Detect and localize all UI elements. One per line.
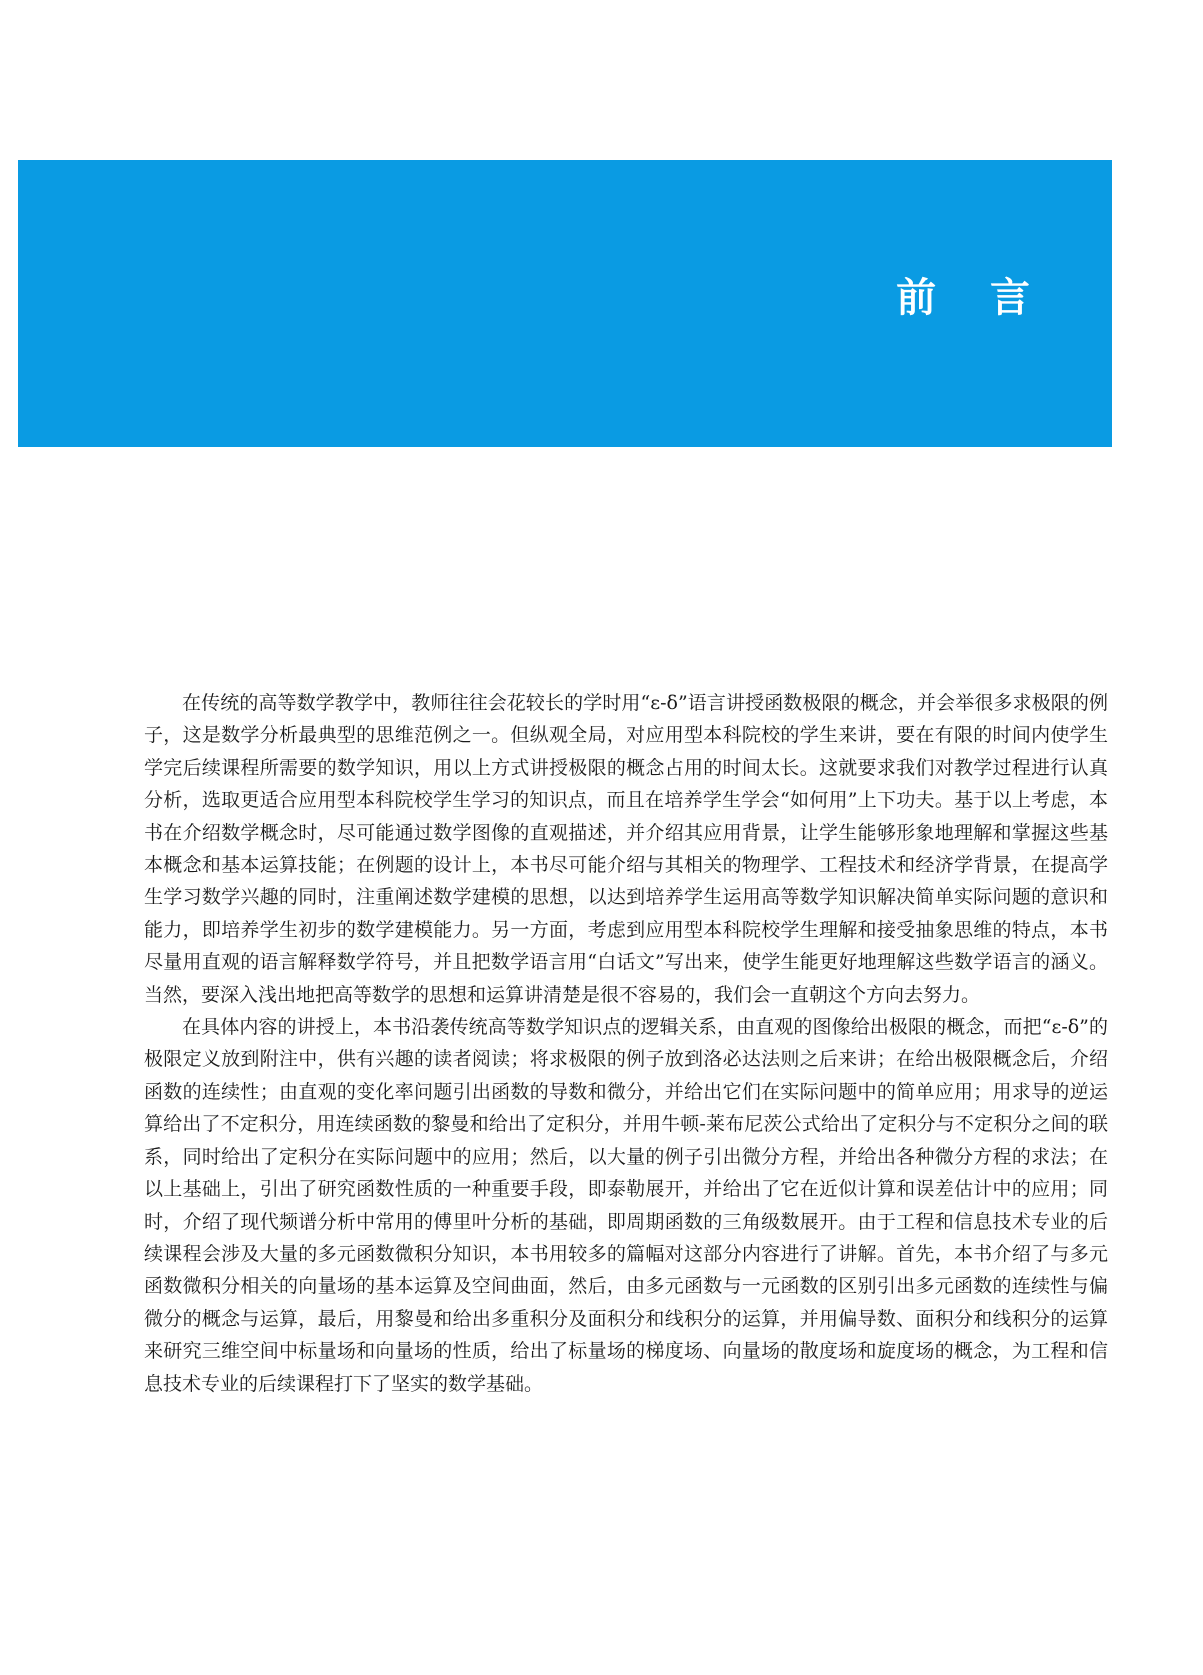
paragraph: 在传统的高等数学教学中，教师往往会花较长的学时用“ε-δ”语言讲授函数极限的概念，并会举很多求极限的例子，这是数学分析最典型的思维范例之一。但纵观全局，对应用型本科院校的学生来讲，要在有限的时间内使学生学完后续课程所需要的数学知识，用以上方式讲授极限的概念占用的时间太长。这就要求我们对教学过程进行认真分析，选取更适合应用型本科院校学生学习的知识点，而且在培养学生学会“如何用”上下功夫。基于以上考虑，本书在介绍数学概念时，尽可能通过数学图像的直观描述，并介绍其应用背景，让学生能够形象地理解和掌握这些基本概念和基本运算技能；在例题的设计上，本书尽可能介绍与其相关的物理学、工程技术和经济学背景，在提高学生学习数学兴趣的同时，注重阐述数学建模的思想，以达到培养学生运用高等数学知识解决简单实际问题的意识和能力，即培养学生初步的数学建模能力。另一方面，考虑到应用型本科院校学生理解和接受抽象思维的特点，本书尽量用直观的语言解释数学符号，并且把数学语言用“白话文”写出来，使学生能更好地理解这些数学语言的涵义。当然，要深入浅出地把高等数学的思想和运算讲清楚是很不容易的，我们会一直朝这个方向去努力。: [144, 692, 1108, 1006]
title-banner: [18, 160, 1112, 447]
preface-body: [144, 687, 1108, 1400]
page-title: 前 言: [896, 274, 1050, 321]
paragraph: 在具体内容的讲授上，本书沿袭传统高等数学知识点的逻辑关系，由直观的图像给出极限的概念，而把“ε-δ”的极限定义放到附注中，供有兴趣的读者阅读；将求极限的例子放到洛必达法则之后来讲；在给出极限概念后，介绍函数的连续性；由直观的变化率问题引出函数的导数和微分，并给出它们在实际问题中的简单应用；用求导的逆运算给出了不定积分，用连续函数的黎曼和给出了定积分，并用牛顿-莱布尼茨公式给出了定积分与不定积分之间的联系，同时给出了定积分在实际问题中的应用；然后，以大量的例子引出微分方程，并给出各种微分方程的求法；在以上基础上，引出了研究函数性质的一种重要手段，即泰勒展开，并给出了它在近似计算和误差估计中的应用；同时，介绍了现代频谱分析中常用的傅里叶分析的基础，即周期函数的三角级数展开。由于工程和信息技术专业的后续课程会涉及大量的多元函数微积分知识，本书用较多的篇幅对这部分内容进行了讲解。首先，本书介绍了与多元函数微积分相关的向量场的基本运算及空间曲面，然后，由多元函数与一元函数的区别引出多元函数的连续性与偏微分的概念与运算，最后，用黎曼和给出多重积分及面积分和线积分的运算，并用偏导数、面积分和线积分的运算来研究三维空间中标量场和向量场的性质，给出了标量场的梯度场、向量场的散度场和旋度场的概念，为工程和信息技术专业的后续课程打下了坚实的数学基础。: [144, 1016, 1108, 1395]
